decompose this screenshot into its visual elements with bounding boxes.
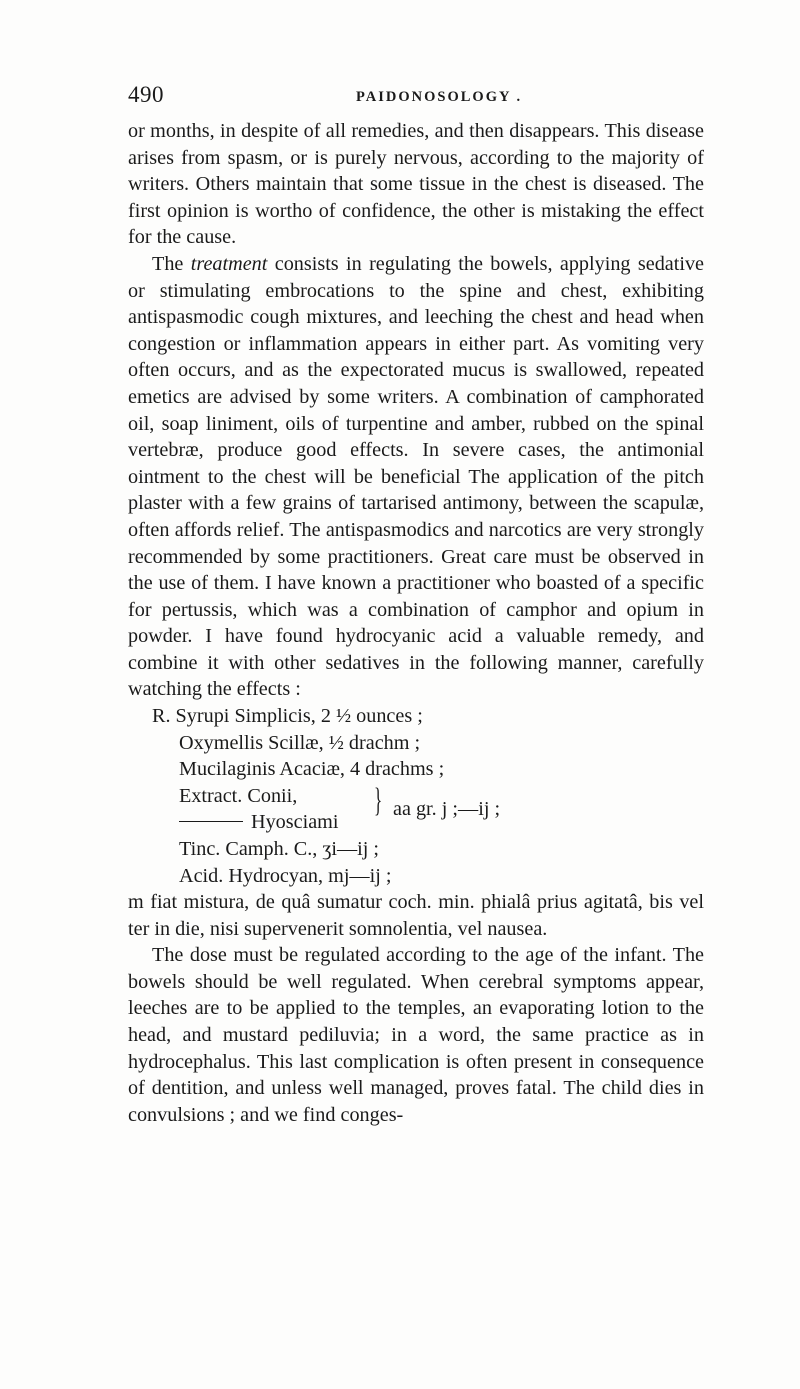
prescription-line-2: Oxymellis Scillæ, ½ drachm ; bbox=[179, 731, 421, 754]
paragraph-treatment-prefix: The bbox=[152, 252, 184, 275]
prescription-line-7: Acid. Hydrocyan, mj—ij ; bbox=[179, 864, 392, 887]
treatment-emphasis: treatment bbox=[190, 252, 268, 275]
page-header bbox=[128, 82, 688, 112]
paragraph-1: or months, in despite of all remedies, and then disappears. This disease arises from spasm, or is purely nervous, according to the majority of writers. Others maintain that some tissue in the chest is diseased. The first opinion is wortho of confidence, the other is mistaking the effect for the cause. bbox=[128, 120, 704, 249]
right-brace: } bbox=[374, 782, 383, 820]
brace-dose: aa gr. j ;—ij ; bbox=[393, 798, 501, 821]
running-head: PAIDONOSOLOGY . bbox=[356, 89, 523, 105]
body-text bbox=[128, 118, 704, 1128]
prescription-line-5 bbox=[152, 809, 338, 836]
paragraph-treatment bbox=[128, 251, 704, 703]
prescription-line-1: R. Syrupi Simplicis, 2 ½ ounces ; bbox=[152, 705, 423, 728]
paragraph-treatment-text: consists in regulating the bowels, applying sedative or stimulating embrocations to the spine and chest, exhibiting antispasmodic cough mixtures, and leeching the chest and head when congestion or inflammation appears in either part. As vomiting very often occurs, and as the expectorated mucus is swallowed, repeated emetics are advised by some writers. A combination of camphorated oil, soap liniment, oils of turpentine and amber, rubbed on the spinal vertebræ, produce good effects. In severe cases, the antimonial ointment to the chest will be beneficial The application of the pitch plaster with a few grains of tartarised antimony, between the scapulæ, often affords relief. The antispasmodics and narcotics are very strongly recommended by some practitioners. Great care must be observed in the use of them. I have known a practitioner who boasted of a specific for pertussis, which was a combination of camphor and opium in powder. I have found hydrocyanic acid a valuable remedy, and combine it with other sedatives in the following manner, carefully watching the effects : bbox=[128, 252, 705, 701]
prescription-line-3: Mucilaginis Acaciæ, 4 drachms ; bbox=[179, 758, 445, 781]
prescription-line-5-text: Hyosciami bbox=[251, 811, 339, 834]
page-number: 490 bbox=[128, 82, 164, 107]
ditto-dash bbox=[179, 821, 243, 822]
prescription-line-6: Tinc. Camph. C., ʒi—ij ; bbox=[179, 838, 380, 861]
paragraph-latin: m fiat mistura, de quâ sumatur coch. min. phialâ prius agitatâ, bis vel ter in die, nisi supervenerit somnolentia, vel nausea. bbox=[128, 891, 704, 940]
prescription bbox=[152, 703, 704, 969]
paragraph-dose: The dose must be regulated according to the age of the infant. The bowels should be well regulated. When cerebral symptoms appear, leeches are to be applied to the temples, an evaporating lotion to the head, and mustard pediluvia; in a word, the same practice as in hydrocephalus. This last complication is often present in consequence of dentition, and unless well managed, proves fatal. The child dies in convulsions ; and we find conges- bbox=[128, 944, 704, 1126]
prescription-line-4: Extract. Conii, bbox=[179, 784, 298, 807]
